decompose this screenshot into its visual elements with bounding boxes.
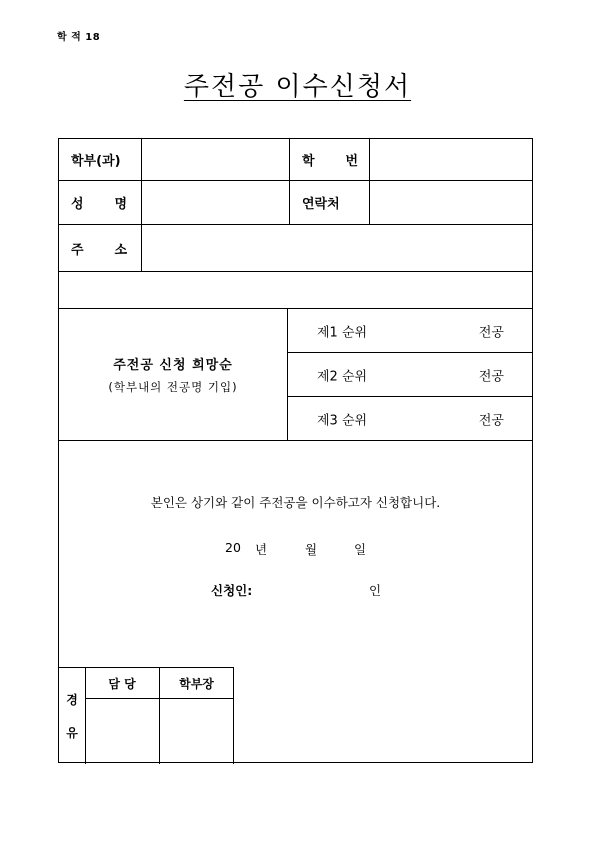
approval-sign-dean[interactable] (159, 699, 233, 764)
row-preference (59, 309, 532, 441)
name-label: 성 명 (71, 197, 127, 212)
date-year-unit: 년 (255, 542, 268, 557)
address-field[interactable] (141, 225, 532, 271)
address-label: 주 소 (71, 242, 127, 258)
rank-label: 제2 순위 (317, 369, 368, 384)
preference-row-2[interactable] (287, 353, 532, 397)
preference-subtitle: (학부내의 전공명 기입) (108, 380, 238, 394)
row-address (59, 225, 532, 272)
document-title: 주전공 이수신청서 (183, 72, 412, 102)
seal-mark: 인 (369, 583, 382, 598)
student-id-field[interactable] (369, 139, 532, 180)
major-label: 전공 (478, 413, 504, 429)
contact-field[interactable] (369, 181, 532, 224)
contact-label: 연락처 (289, 181, 369, 224)
applicant-label: 신청인: (211, 583, 253, 598)
dept-field[interactable] (141, 139, 289, 180)
row-address-extra[interactable] (59, 272, 532, 309)
major-label: 전공 (478, 369, 504, 384)
dept-label: 학부(과) (71, 154, 121, 169)
date-day-unit: 일 (354, 542, 367, 557)
form-code: 학 적 18 (57, 32, 101, 43)
major-label: 전공 (478, 325, 504, 340)
date-month-unit: 월 (305, 542, 318, 557)
declaration-text: 본인은 상기와 같이 주전공을 이수하고자 신청합니다. (150, 495, 441, 510)
rank-label: 제1 순위 (317, 325, 368, 340)
preference-title: 주전공 신청 희망순 (113, 358, 233, 373)
preference-row-3[interactable] (287, 397, 532, 441)
approval-box (59, 667, 234, 764)
date-year: 20 (225, 540, 241, 555)
approval-col-staff: 담 당 (85, 668, 159, 699)
rank-label: 제3 순위 (317, 413, 368, 429)
approval-sign-staff[interactable] (85, 699, 159, 764)
preference-row-1[interactable] (287, 309, 532, 353)
student-id-label: 학 번 (289, 139, 369, 180)
approval-side-label: 경 유 (59, 668, 86, 764)
application-form (58, 138, 533, 763)
approval-col-dean: 학부장 (159, 668, 233, 699)
name-field[interactable] (141, 181, 289, 224)
preference-label (59, 309, 288, 440)
row-dept (59, 139, 532, 181)
row-name (59, 181, 532, 225)
